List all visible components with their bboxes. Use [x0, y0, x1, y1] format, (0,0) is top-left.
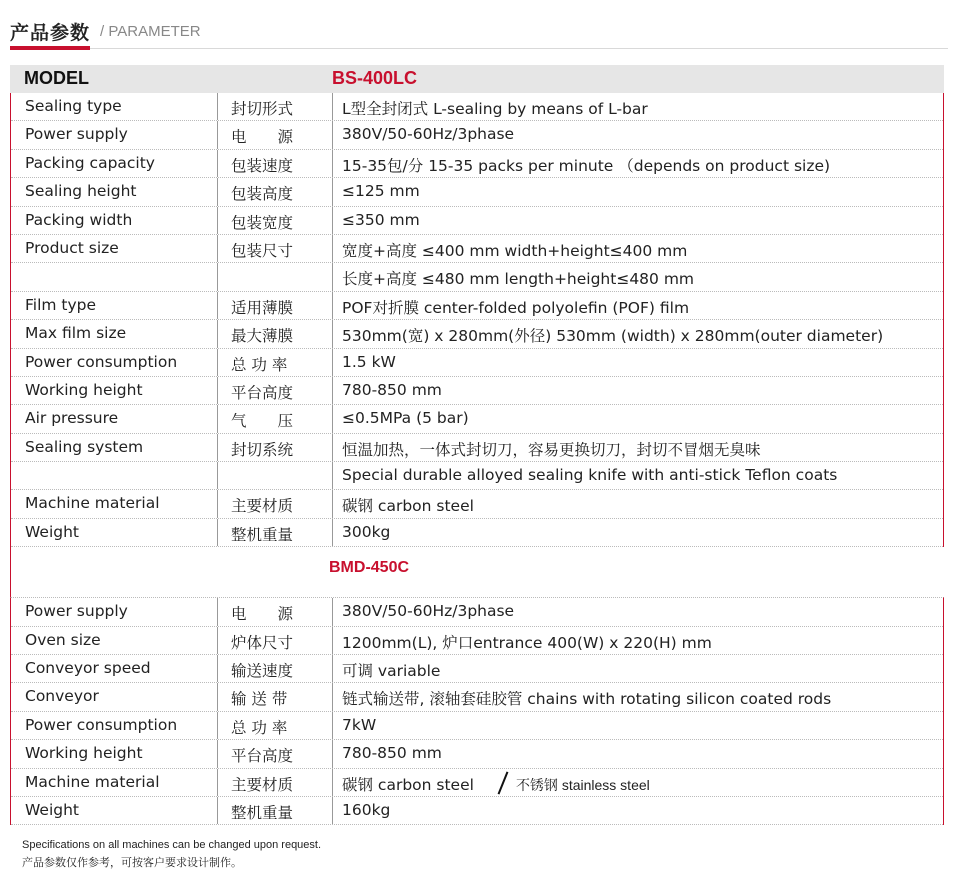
section-header: [10, 18, 948, 50]
spec-value-cell: [332, 150, 830, 177]
section-title-en: / PARAMETER: [100, 23, 201, 40]
spec-value: 恒温加热，一体式封切刀，容易更换切刀，封切不冒烟无臭味: [342, 440, 761, 459]
spec-label-en: Power consumption: [25, 715, 178, 734]
spec-value: 可调 variable: [342, 662, 441, 681]
spec-row: [11, 627, 943, 655]
model-name: BMD-450C: [329, 559, 410, 577]
model-header-row: [10, 547, 944, 597]
spec-label-cn: 气 压: [217, 405, 332, 432]
spec-row: [11, 655, 943, 683]
spec-value: 链式输送带, 滚轴套硅胶管 chains with rotating silicon coated rods: [342, 690, 832, 709]
spec-value: Special durable alloyed sealing knife with anti-stick Teflon coats: [342, 466, 838, 485]
spec-value-cell: [332, 490, 474, 517]
spec-label-cn: 包装速度: [217, 150, 332, 177]
spec-label-cn: 平台高度: [217, 377, 332, 404]
spec-row: [11, 178, 943, 206]
spec-label-cn: 最大薄膜: [217, 320, 332, 347]
spec-value: POF对折膜 center-folded polyolefin (POF) film: [342, 298, 690, 317]
spec-value-cell: [332, 712, 376, 739]
spec-label-en: Working height: [25, 744, 143, 763]
spec-value-cell: [332, 349, 396, 376]
spec-value-cell: [332, 683, 831, 710]
spec-value: 380V/50-60Hz/3phase: [342, 125, 515, 144]
spec-value: ≤125 mm: [342, 182, 420, 201]
spec-value-cell: [332, 207, 420, 234]
spec-value-cell: [332, 627, 712, 654]
spec-label-cn: 总 功 率: [217, 349, 332, 376]
spec-row: [11, 150, 943, 178]
spec-row: [11, 769, 943, 797]
spec-label-cn: 包装宽度: [217, 207, 332, 234]
spec-label-en: Sealing type: [25, 97, 122, 115]
spec-label-en: Max film size: [25, 324, 127, 343]
spec-value-cell: [332, 462, 837, 489]
spec-row: [11, 462, 943, 490]
spec-label-en: Product size: [25, 238, 119, 257]
spec-value: 1.5 kW: [342, 352, 396, 371]
spec-row: [11, 490, 943, 518]
spec-label-cn: 整机重量: [217, 797, 332, 824]
spec-label-en: Sealing height: [25, 182, 137, 201]
spec-value-cell: [332, 434, 761, 461]
spec-value-cell: [332, 121, 514, 148]
spec-row: [11, 712, 943, 740]
spec-label-en: Air pressure: [25, 409, 119, 428]
spec-label-cn: 包装尺寸: [217, 235, 332, 262]
spec-row: [11, 434, 943, 462]
spec-label-cn: 电 源: [217, 598, 332, 625]
spec-value: ≤0.5MPa (5 bar): [342, 409, 469, 428]
spec-row: [11, 683, 943, 711]
spec-value: 15-35包/分 15-35 packs per minute （depends on product size): [342, 156, 831, 175]
header-divider: [10, 48, 948, 49]
spec-label-cn: 封切系统: [217, 434, 332, 461]
footnote-en: Specifications on all machines can be changed upon request.: [22, 839, 322, 851]
spec-section-bs400lc: [10, 93, 944, 547]
spec-label-en: Weight: [25, 522, 80, 541]
spec-label-en: Conveyor speed: [25, 659, 151, 678]
model-name: BS-400LC: [332, 68, 418, 88]
spec-value: 380V/50-60Hz/3phase: [342, 602, 515, 621]
spec-row: [11, 598, 943, 626]
spec-value: 1200mm(L), 炉口entrance 400(W) x 220(H) mm: [342, 633, 712, 652]
spec-label-en: Power supply: [25, 125, 128, 144]
spec-label-en: Weight: [25, 800, 80, 819]
spec-row: [11, 519, 943, 547]
footnotes: [22, 836, 321, 869]
spec-value-cell: [332, 320, 883, 347]
model-header-row: [10, 65, 944, 93]
spec-label-cn: 电 源: [217, 121, 332, 148]
spec-label-en: Conveyor: [25, 687, 99, 706]
spec-label-en: Film type: [25, 295, 97, 314]
spec-value-cell: [332, 405, 469, 432]
spec-value-alt: 不锈钢 stainless steel: [515, 776, 650, 793]
spec-value-cell: [332, 377, 442, 404]
spec-label-cn: 平台高度: [217, 740, 332, 767]
footnote-cn: 产品参数仅作参考，可按客户要求设计制作。: [22, 857, 242, 869]
spec-label-cn: 输送速度: [217, 655, 332, 682]
spec-value-cell: [332, 292, 689, 319]
spec-value-cell: [332, 598, 514, 625]
spec-row: [11, 797, 943, 825]
spec-label-cn: 整机重量: [217, 519, 332, 546]
spec-value-cell: [332, 797, 390, 824]
spec-label-cn: 封切形式: [217, 93, 332, 120]
section-title-cn: 产品参数: [10, 22, 91, 44]
spec-value: ≤350 mm: [342, 210, 420, 229]
spec-label-cn: 适用薄膜: [217, 292, 332, 319]
spec-value: 530mm(宽) x 280mm(外径) 530mm (width) x 280mm(outer diameter): [342, 327, 884, 346]
spec-row: [11, 740, 943, 768]
spec-row: [11, 235, 943, 263]
spec-row: [11, 207, 943, 235]
spec-row: [11, 121, 943, 149]
spec-label-en: Machine material: [25, 772, 160, 791]
spec-table: [10, 65, 944, 825]
spec-value: 碳钢 carbon steel: [342, 775, 474, 794]
spec-value: 160kg: [342, 800, 391, 819]
spec-label-en: Power supply: [25, 602, 128, 621]
spec-label-cn: [217, 263, 332, 290]
spec-row: [11, 292, 943, 320]
spec-value-cell: [332, 519, 390, 546]
spec-value-cell: [332, 178, 420, 205]
spec-label-cn: 主要材质: [217, 490, 332, 517]
spec-label-cn: 包装高度: [217, 178, 332, 205]
spec-label-en: Oven size: [25, 630, 101, 649]
spec-row: [11, 93, 943, 121]
slash-divider: [498, 772, 509, 795]
spec-label-cn: 输 送 带: [217, 683, 332, 710]
spec-label-en: Machine material: [25, 494, 160, 513]
spec-value-cell: [332, 235, 687, 262]
spec-value-cell: [332, 769, 650, 796]
spec-label-en: Working height: [25, 380, 143, 399]
model-label: MODEL: [24, 68, 89, 88]
spec-value: 碳钢 carbon steel: [342, 497, 474, 516]
spec-value-cell: [332, 740, 442, 767]
spec-value-cell: [332, 655, 440, 682]
spec-value: 780-850 mm: [342, 380, 442, 399]
spec-row: [11, 405, 943, 433]
spec-label-en: Packing capacity: [25, 153, 155, 172]
spec-label-cn: 炉体尺寸: [217, 627, 332, 654]
spec-label-en: Packing width: [25, 210, 133, 229]
spec-value: L型全封闭式 L-sealing by means of L-bar: [342, 100, 648, 118]
spec-section-bmd450c: [10, 597, 944, 825]
spec-row: [11, 349, 943, 377]
spec-row: [11, 320, 943, 348]
spec-label-en: Sealing system: [25, 437, 144, 456]
spec-value-cell: [332, 93, 648, 120]
spec-value: 7kW: [342, 715, 377, 734]
spec-label-cn: [217, 462, 332, 489]
header-accent-bar: [10, 46, 90, 50]
spec-value: 780-850 mm: [342, 744, 442, 763]
spec-value: 长度+高度 ≤480 mm length+height≤480 mm: [342, 270, 695, 289]
spec-value-cell: [332, 263, 694, 290]
spec-label-cn: 总 功 率: [217, 712, 332, 739]
spec-label-cn: 主要材质: [217, 769, 332, 796]
spec-row: [11, 263, 943, 291]
spec-value: 宽度+高度 ≤400 mm width+height≤400 mm: [342, 241, 688, 260]
spec-label-en: Power consumption: [25, 352, 178, 371]
spec-row: [11, 377, 943, 405]
spec-value: 300kg: [342, 522, 391, 541]
